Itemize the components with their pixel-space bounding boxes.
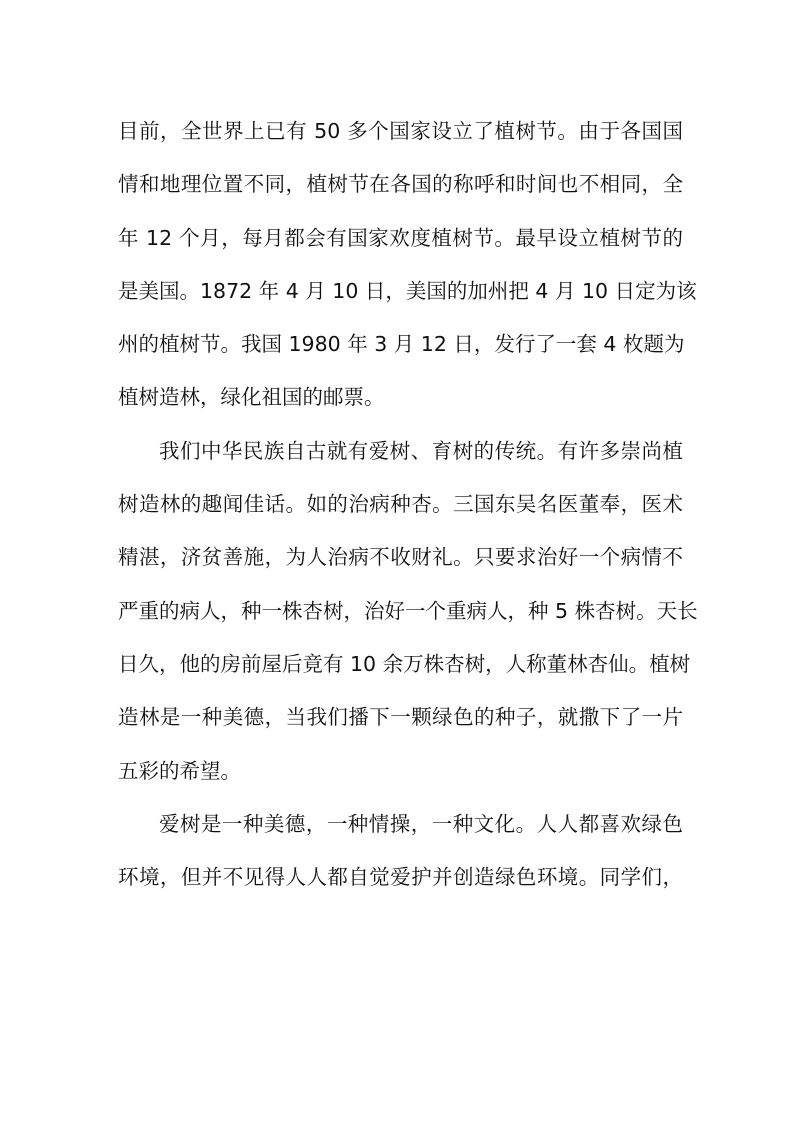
text-line: 我们中华民族自古就有爱树、育树的传统。有许多崇尚植 [159,438,683,463]
text-line: 年 12 个月，每月都会有国家欢度植树节。最早设立植树节的 [118,225,683,250]
text-line: 严重的病人，种一株杏树，治好一个重病人，种 5 株杏树。天长 [118,598,698,623]
text-line: 日久，他的房前屋后竟有 10 余万株杏树，人称董林杏仙。植树 [118,651,691,676]
document-body [118,105,698,904]
text-line: 五彩的希望。 [118,758,241,783]
text-line: 目前，全世界上已有 50 多个国家设立了植树节。由于各国国 [118,119,683,143]
text-line: 州的植树节。我国 1980 年 3 月 12 日，发行了一套 4 枚题为 [118,332,685,357]
text-line: 精湛，济贫善施，为人治病不收财礼。只要求治好一个病情不 [118,545,683,570]
text-line: 是美国。1872 年 4 月 10 日，美国的加州把 4 月 10 日定为该 [118,278,697,303]
text-line: 造林是一种美德，当我们播下一颗绿色的种子，就撒下了一片 [118,705,683,730]
text-line: 爱树是一种美德，一种情操，一种文化。人人都喜欢绿色 [159,811,683,836]
text-line: 情和地理位置不同，植树节在各国的称呼和时间也不相同，全 [118,172,683,197]
text-line: 植树造林，绿化祖国的邮票。 [118,385,385,410]
text-line: 树造林的趣闻佳话。如的治病种杏。三国东吴名医董奉，医术 [118,492,683,517]
text-line: 环境，但并不见得人人都自觉爱护并创造绿色环境。同学们， [118,865,683,890]
